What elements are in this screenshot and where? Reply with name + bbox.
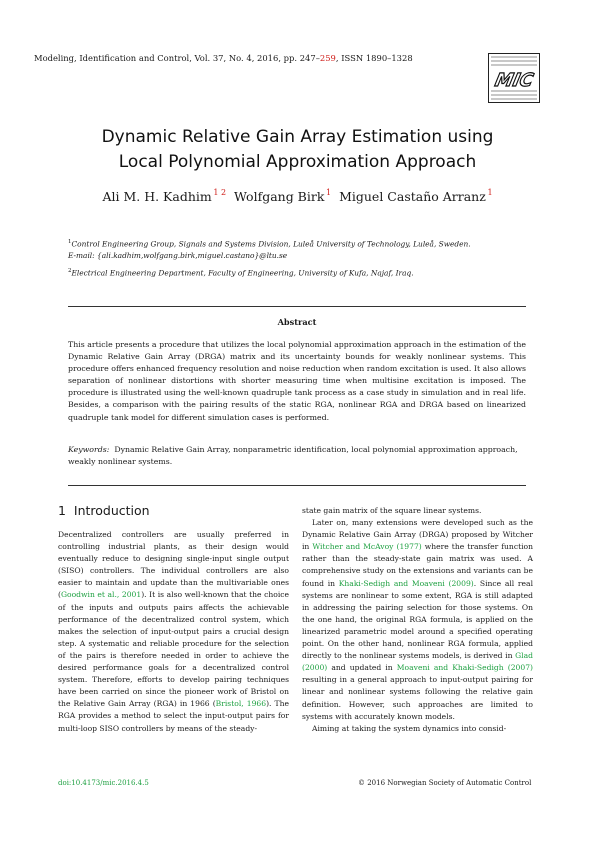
left-column (58, 529, 289, 735)
section-number: 1 (58, 503, 66, 518)
author-name: Wolfgang Birk (234, 189, 325, 204)
copyright-notice: © 2016 Norwegian Society of Automatic Control (358, 779, 532, 787)
right-column (302, 505, 533, 735)
citation-link[interactable]: Glad (2000) (302, 651, 533, 673)
doi-link[interactable]: doi:10.4173/mic.2016.4.5 (58, 779, 149, 787)
abstract-top-rule (68, 306, 526, 307)
author-list (40, 188, 555, 204)
keywords-label: Keywords: (68, 445, 110, 454)
intro-paragraph-2: Later on, many extensions were developed such as the Dynamic Relative Gain Array (DRGA) proposed by Witcher in Witcher and McAvoy (1977) where the transfer function rather than the steady-state gain matrix was used. A comprehensive study on the extensions and variants can be found in Khaki-Sedigh and Moaveni (2009). Since all real systems are nonlinear to some extent, RGA is still adapted in addressing the pairing selection for those systems. On the one hand, the original RGA formula, is applied on the linearized parametric model around a specified operating point. On the other hand, nonlinear RGA formula, applied directly to the nonlinear systems models, is derived in Glad (2000) and updated in Moaveni and Khaki-Sedigh (2007) resulting in a general approach to input-output pairing for linear and nonlinear systems following the relative gain definition. However, such approaches are limited to systems with accurately known models. (302, 518, 534, 721)
citation-link[interactable]: Witcher and McAvoy (1977) (312, 542, 422, 552)
intro-paragraph-1: Decentralized controllers are usually preferred in controlling industrial plants, as their design would eventually reduce to designing single-input single output (SISO) controllers. The individual controllers are also easier to maintain and update than the multivariable ones (Goodwin et al., 2001). It is also well-known that the choice of the inputs and outputs pairs affects the achievable performance of the decentralized control system, which makes the selection of input-output pairs a crucial design step. A systematic and reliable procedure for the selection of the pairs is therefore needed in order to achieve the desired performance goals for a decentralized control system. Therefore, efforts to develop pairing techniques have been carried on since the pioneer work of Bristol on the Relative Gain Array (RGA) in 1966 (Bristol, 1966). The RGA provides a method to select the input-output pairs for multi-loop SISO controllers by means of the steady- (58, 530, 289, 733)
intro-paragraph-cont: state gain matrix of the square linear systems. (302, 506, 482, 515)
abstract-bottom-rule (68, 485, 526, 486)
affiliation-number: 2 (68, 268, 72, 274)
affiliation-number: 1 (68, 239, 72, 245)
affiliation-2 (68, 265, 538, 279)
author-name: Ali M. H. Kadhim (102, 189, 212, 204)
section-title: Introduction (73, 503, 150, 518)
title-line-1: Dynamic Relative Gain Array Estimation using (101, 127, 494, 147)
paper-title (40, 125, 555, 175)
abstract-heading: Abstract (277, 317, 317, 327)
abstract-body: This article presents a procedure that utilizes the local polynomial approximation approach in the estimation of the Dynamic Relative Gain Array (DRGA) matrix and its uncertainty bounds for weakly nonlinear systems. This procedure offers enhanced frequency resolution and noise reduction when random excitation is used. It also allows separation of nonlinear distortions with shorter measuring time when multisine excitation is imposed. The procedure is illustrated using the well-known quadruple tank process as a case study in simulation and in real life. Besides, a comparison with the pairing results of the static RGA, nonlinear RGA and DRGA based on linearized quadruple tank model for different simulation cases is performed. (68, 340, 526, 422)
journal-prefix: Modeling, Identification and Control, Vol. 37, No. 4, 2016, pp. 247– (34, 53, 320, 63)
logo-text: MIC (493, 70, 536, 91)
section-heading (58, 503, 150, 518)
intro-paragraph-3: Aiming at taking the system dynamics into consid- (312, 723, 507, 733)
author-affiliation-marks[interactable]: 1 (326, 188, 332, 197)
keywords (68, 444, 526, 468)
mic-logo (488, 53, 540, 103)
journal-citation (34, 53, 413, 63)
title-line-2: Local Polynomial Approximation Approach (118, 152, 477, 172)
citation-link[interactable]: Bristol, 1966 (215, 699, 267, 709)
affiliation-text: Electrical Engineering Department, Faculty of Engineering, University of Kufa, Najaf, Iraq. (71, 268, 414, 278)
author-name: Miguel Castaño Arranz (339, 189, 486, 204)
author-affiliation-marks[interactable]: 1 2 (213, 188, 227, 197)
affiliation-text: Control Engineering Group, Signals and Systems Division, Luleå University of Technology, Luleå, Sweden. (71, 239, 471, 249)
affiliation-email: E-mail: {ali.kadhim,wolfgang.birk,miguel.castano}@ltu.se (68, 251, 288, 261)
journal-issn: , ISSN 1890–1328 (335, 53, 413, 63)
author-affiliation-marks[interactable]: 1 (487, 188, 493, 197)
journal-end-page-link[interactable]: 259 (319, 53, 336, 63)
citation-link[interactable]: Goodwin et al., 2001 (60, 590, 142, 600)
keywords-text: Dynamic Relative Gain Array, nonparametric identification, local polynomial approximation approach, weakly nonlinear systems. (68, 445, 518, 467)
affiliation-1 (68, 236, 538, 262)
citation-link[interactable]: Khaki-Sedigh and Moaveni (2009) (338, 578, 474, 588)
citation-link[interactable]: Moaveni and Khaki-Sedigh (2007) (396, 663, 533, 673)
